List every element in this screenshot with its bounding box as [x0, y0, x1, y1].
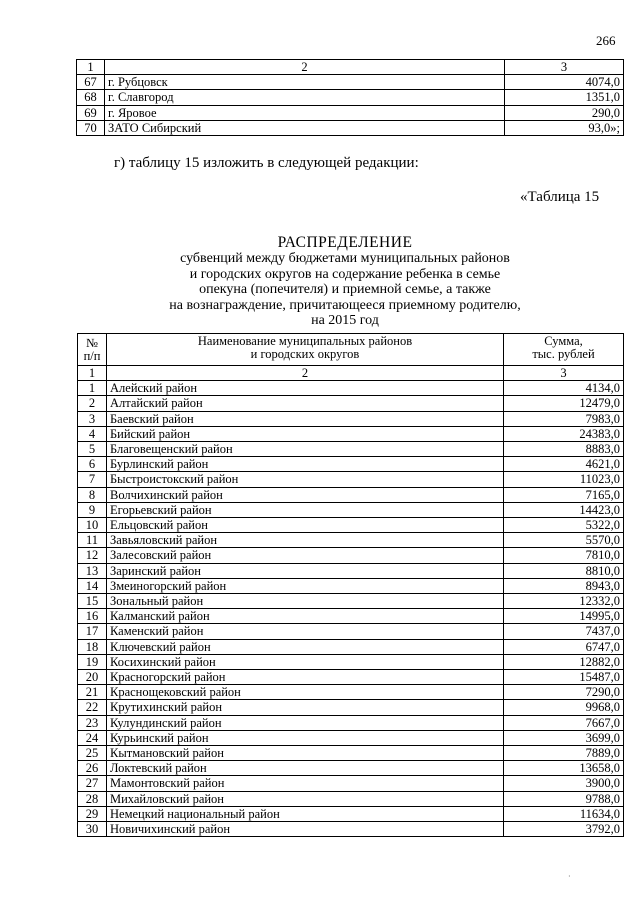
- row-name: Локтевский район: [107, 761, 504, 776]
- row-number: 21: [78, 685, 107, 700]
- table-row: [78, 791, 624, 806]
- row-number: 69: [77, 105, 105, 120]
- table-row: [78, 457, 624, 472]
- row-sum: 4134,0: [504, 381, 624, 396]
- row-name: Алтайский район: [107, 396, 504, 411]
- row-sum: 8883,0: [504, 442, 624, 457]
- page-number: 266: [596, 33, 616, 48]
- row-name: ЗАТО Сибирский: [105, 120, 505, 135]
- row-sum: 13658,0: [504, 761, 624, 776]
- row-name: Каменский район: [107, 624, 504, 639]
- amendment-instruction: г) таблицу 15 изложить в следующей редакции:: [114, 155, 419, 171]
- table-row: [78, 761, 624, 776]
- row-sum: 3792,0: [504, 822, 624, 837]
- row-name: Новичихинский район: [107, 822, 504, 837]
- table-row: [78, 609, 624, 624]
- row-sum: 1351,0: [505, 90, 624, 105]
- header-name-line: Наименование муниципальных районов: [197, 334, 413, 348]
- row-name: Бийский район: [107, 426, 504, 441]
- row-name: г. Славгород: [105, 90, 505, 105]
- row-name: Красногорский район: [107, 670, 504, 685]
- row-number: 27: [78, 776, 107, 791]
- table-row: [78, 670, 624, 685]
- row-sum: 14423,0: [504, 502, 624, 517]
- row-number: 3: [78, 411, 107, 426]
- header-sum-line: тыс. рублей: [532, 347, 595, 361]
- row-number: 11: [78, 533, 107, 548]
- row-name: Быстроистокский район: [107, 472, 504, 487]
- row-number: 9: [78, 502, 107, 517]
- row-sum: 6747,0: [504, 639, 624, 654]
- table-row: [78, 563, 624, 578]
- row-number: 4: [78, 426, 107, 441]
- row-sum: 8943,0: [504, 578, 624, 593]
- subtitle-line: субвенций между бюджетами муниципальных районов: [180, 251, 510, 266]
- table-row: [78, 639, 624, 654]
- row-name: Баевский район: [107, 411, 504, 426]
- header-sum: [504, 334, 624, 366]
- row-name: Краснощековский район: [107, 685, 504, 700]
- table-row: [78, 685, 624, 700]
- row-number: 5: [78, 442, 107, 457]
- row-name: Мамонтовский район: [107, 776, 504, 791]
- document-subtitle: [60, 251, 630, 329]
- row-number: 2: [78, 396, 107, 411]
- subtitle-line: и городских округов на содержание ребенка в семье: [189, 266, 501, 282]
- row-sum: 290,0: [505, 105, 624, 120]
- row-number: 13: [78, 563, 107, 578]
- row-name: г. Яровое: [105, 105, 505, 120]
- table-row: [78, 472, 624, 487]
- row-sum: 7437,0: [504, 624, 624, 639]
- row-sum: 14995,0: [504, 609, 624, 624]
- index-cell: 2: [107, 366, 504, 381]
- row-name: Кулундинский район: [107, 715, 504, 730]
- row-sum: 12332,0: [504, 594, 624, 609]
- row-sum: 8810,0: [504, 563, 624, 578]
- scan-mark: ·: [568, 872, 571, 881]
- table-row: [78, 776, 624, 791]
- index-cell: 2: [105, 60, 505, 75]
- row-number: 68: [77, 90, 105, 105]
- row-sum: 4621,0: [504, 457, 624, 472]
- row-sum: 11023,0: [504, 472, 624, 487]
- row-sum: 7165,0: [504, 487, 624, 502]
- row-number: 22: [78, 700, 107, 715]
- row-sum: 7667,0: [504, 715, 624, 730]
- table-row: [77, 75, 624, 90]
- row-name: Змеиногорский район: [107, 578, 504, 593]
- row-number: 10: [78, 518, 107, 533]
- row-sum: 3900,0: [504, 776, 624, 791]
- row-name: Завьяловский район: [107, 533, 504, 548]
- header-number-line: п/п: [83, 349, 101, 363]
- row-number: 23: [78, 715, 107, 730]
- table-row: [78, 487, 624, 502]
- row-number: 14: [78, 578, 107, 593]
- table-label: «Таблица 15: [520, 189, 600, 205]
- header-name-line: и городских округов: [250, 347, 360, 361]
- row-number: 29: [78, 806, 107, 821]
- row-name: Крутихинский район: [107, 700, 504, 715]
- row-number: 17: [78, 624, 107, 639]
- row-number: 24: [78, 730, 107, 745]
- table-row: [78, 806, 624, 821]
- table-row: [78, 715, 624, 730]
- row-number: 30: [78, 822, 107, 837]
- row-number: 8: [78, 487, 107, 502]
- row-name: Волчихинский район: [107, 487, 504, 502]
- table-row: [78, 533, 624, 548]
- row-number: 67: [77, 75, 105, 90]
- table-row: [78, 411, 624, 426]
- row-number: 28: [78, 791, 107, 806]
- index-cell: 3: [505, 60, 624, 75]
- table-row: [78, 700, 624, 715]
- index-cell: 1: [78, 366, 107, 381]
- row-name: Ельцовский район: [107, 518, 504, 533]
- table-row: [78, 502, 624, 517]
- table-index-row: [77, 60, 624, 75]
- table-row: [77, 105, 624, 120]
- row-number: 6: [78, 457, 107, 472]
- row-sum: 93,0»;: [505, 120, 624, 135]
- row-sum: 7810,0: [504, 548, 624, 563]
- header-number-line: №: [86, 336, 98, 350]
- continued-table: [76, 59, 624, 136]
- row-sum: 3699,0: [504, 730, 624, 745]
- table-row: [78, 381, 624, 396]
- row-sum: 7290,0: [504, 685, 624, 700]
- row-sum: 7983,0: [504, 411, 624, 426]
- row-number: 16: [78, 609, 107, 624]
- table-row: [78, 730, 624, 745]
- table-row: [78, 594, 624, 609]
- row-name: Благовещенский район: [107, 442, 504, 457]
- row-name: г. Рубцовск: [105, 75, 505, 90]
- table-row: [78, 548, 624, 563]
- table-row: [78, 822, 624, 837]
- row-number: 70: [77, 120, 105, 135]
- row-number: 25: [78, 746, 107, 761]
- row-number: 19: [78, 654, 107, 669]
- subtitle-line: на 2015 год: [311, 313, 379, 328]
- row-sum: 11634,0: [504, 806, 624, 821]
- table-row: [78, 578, 624, 593]
- row-name: Курьинский район: [107, 730, 504, 745]
- index-cell: 3: [504, 366, 624, 381]
- row-number: 18: [78, 639, 107, 654]
- document-title: РАСПРЕДЕЛЕНИЕ: [277, 234, 413, 251]
- table-row: [77, 90, 624, 105]
- row-sum: 7889,0: [504, 746, 624, 761]
- row-name: Немецкий национальный район: [107, 806, 504, 821]
- table-row: [77, 120, 624, 135]
- row-sum: 5322,0: [504, 518, 624, 533]
- table-index-row: [78, 366, 624, 381]
- header-number: [78, 334, 107, 366]
- row-name: Михайловский район: [107, 791, 504, 806]
- row-name: Кытмановский район: [107, 746, 504, 761]
- row-sum: 9968,0: [504, 700, 624, 715]
- row-sum: 12479,0: [504, 396, 624, 411]
- row-sum: 5570,0: [504, 533, 624, 548]
- index-cell: 1: [77, 60, 105, 75]
- row-name: Заринский район: [107, 563, 504, 578]
- row-number: 1: [78, 381, 107, 396]
- row-name: Косихинский район: [107, 654, 504, 669]
- table-row: [78, 654, 624, 669]
- distribution-table: [77, 333, 624, 837]
- header-sum-line: Сумма,: [544, 334, 583, 348]
- row-number: 26: [78, 761, 107, 776]
- header-name: [107, 334, 504, 366]
- table-row: [78, 396, 624, 411]
- row-name: Калманский район: [107, 609, 504, 624]
- row-sum: 4074,0: [505, 75, 624, 90]
- row-sum: 12882,0: [504, 654, 624, 669]
- row-sum: 15487,0: [504, 670, 624, 685]
- row-sum: 9788,0: [504, 791, 624, 806]
- row-name: Егорьевский район: [107, 502, 504, 517]
- row-number: 12: [78, 548, 107, 563]
- table-row: [78, 624, 624, 639]
- row-name: Ключевский район: [107, 639, 504, 654]
- row-number: 7: [78, 472, 107, 487]
- row-number: 20: [78, 670, 107, 685]
- table-row: [78, 442, 624, 457]
- table-row: [78, 518, 624, 533]
- row-name: Зональный район: [107, 594, 504, 609]
- subtitle-line: на вознаграждение, причитающееся приемному родителю,: [169, 297, 521, 313]
- table-row: [78, 426, 624, 441]
- row-name: Бурлинский район: [107, 457, 504, 472]
- table-row: [78, 746, 624, 761]
- row-name: Залесовский район: [107, 548, 504, 563]
- row-name: Алейский район: [107, 381, 504, 396]
- subtitle-line: опекуна (попечителя) и приемной семье, а также: [199, 282, 491, 297]
- row-number: 15: [78, 594, 107, 609]
- row-sum: 24383,0: [504, 426, 624, 441]
- table-header-row: [78, 334, 624, 366]
